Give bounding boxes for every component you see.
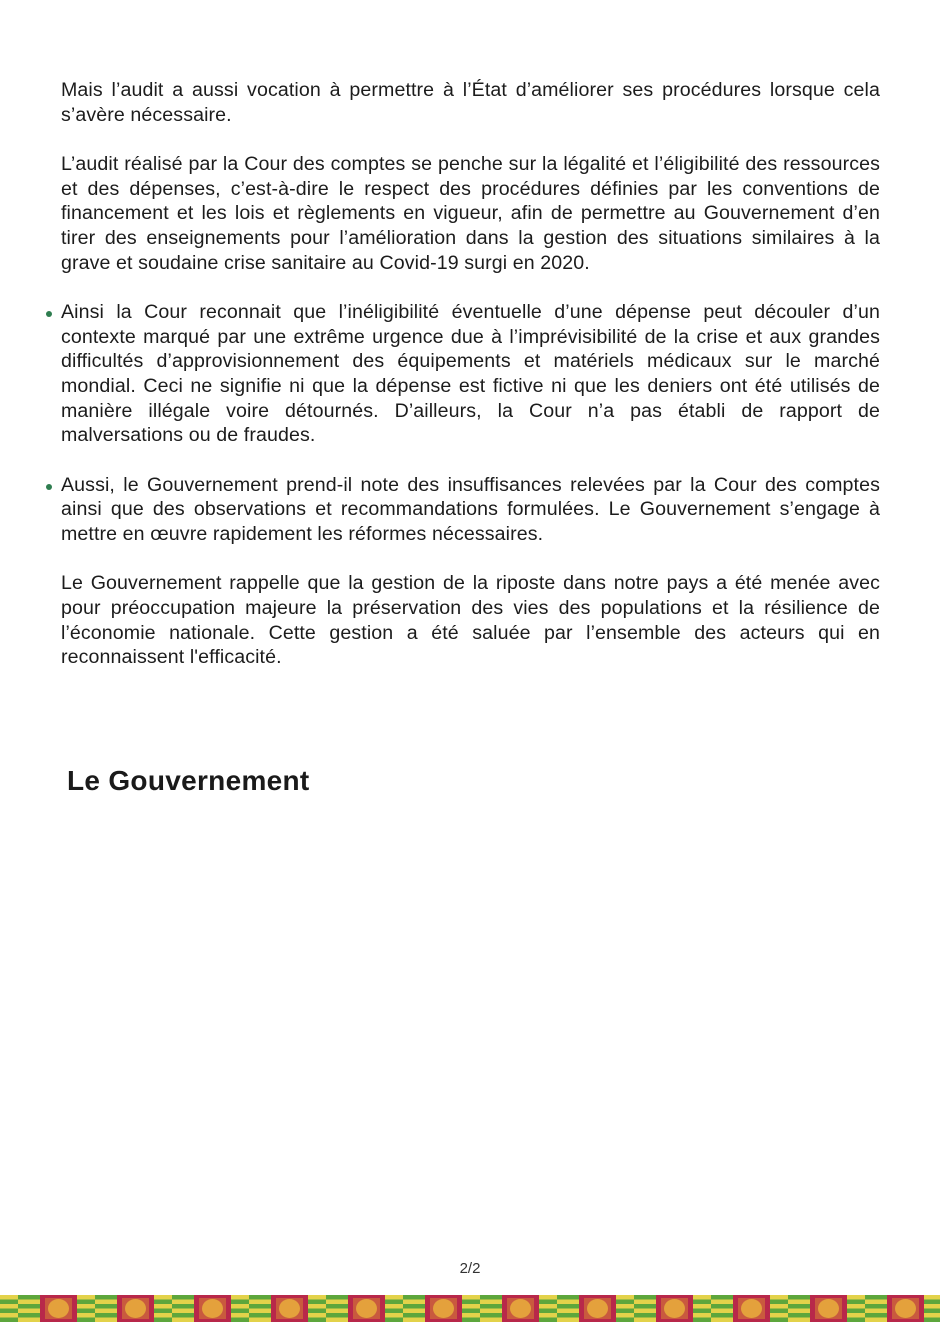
kente-stripes <box>462 1295 502 1322</box>
paragraph-riposte: Le Gouvernement rappelle que la gestion de la riposte dans notre pays a été menée avec pour préoccupation majeure la préservation des vies des populations et la résilience de l’économie nationale. Cette gestion a été saluée par l’ensemble des acteurs qui en reconnaissent l'efficacité. <box>61 572 880 669</box>
sun-motif-icon <box>425 1295 462 1322</box>
sun-circle <box>279 1299 300 1318</box>
band-motif <box>0 1295 77 1322</box>
sun-motif-icon <box>656 1295 693 1322</box>
bullet-text: Ainsi la Cour reconnait que l’inéligibilité éventuelle d’une dépense peut découler d’un contexte marqué par une extrême urgence due à l’imprévisibilité de la crise et aux grandes difficultés d’approvisionnement des équipements et matériels médicaux sur le marché mondial. Ceci ne signifie ni que la dépense est fictive ni que les deniers ont été utilisés de manière illégale voire détournés. D’ailleurs, la Cour n’a pas établi de rapport de malversations ou de fraudes. <box>61 300 880 447</box>
kente-stripes <box>770 1295 810 1322</box>
band-motif <box>77 1295 154 1322</box>
band-motif <box>924 1295 940 1322</box>
band-motif <box>462 1295 539 1322</box>
kente-stripes <box>0 1295 40 1322</box>
kente-stripes <box>308 1295 348 1322</box>
kente-stripes <box>693 1295 733 1322</box>
band-motif <box>693 1295 770 1322</box>
bullet-dot-icon <box>46 311 52 317</box>
kente-stripes <box>539 1295 579 1322</box>
paragraph-audit-scope: L’audit réalisé par la Cour des comptes se penche sur la légalité et l’éligibilité des ressources et des dépenses, c’est-à-dire le respect des procédures définies par les conventions de financement et les lois et règlements en vigueur, afin de permettre au Gouvernement d’en tirer des enseignements pour l’amélioration dans la gestion des situations similaires à la grave et soudaine crise sanitaire au Covid-19 surgi en 2020. <box>61 152 880 274</box>
sun-circle <box>741 1299 762 1318</box>
sun-circle <box>202 1299 223 1318</box>
band-motif <box>616 1295 693 1322</box>
sun-circle <box>356 1299 377 1318</box>
band-motif <box>847 1295 924 1322</box>
kente-stripes <box>924 1295 940 1322</box>
band-motif <box>539 1295 616 1322</box>
band-motif <box>770 1295 847 1322</box>
page-number: 2/2 <box>459 1260 481 1277</box>
kente-stripes <box>616 1295 656 1322</box>
kente-stripes <box>154 1295 194 1322</box>
sun-motif-icon <box>579 1295 616 1322</box>
sun-motif-icon <box>117 1295 154 1322</box>
sun-circle <box>895 1299 916 1318</box>
kente-stripes <box>77 1295 117 1322</box>
sun-circle <box>818 1299 839 1318</box>
sun-circle <box>125 1299 146 1318</box>
sun-motif-icon <box>887 1295 924 1322</box>
sun-motif-icon <box>502 1295 539 1322</box>
paragraph-audit-purpose: Mais l’audit a aussi vocation à permettre à l’État d’améliorer ses procédures lorsque cela s’avère nécessaire. <box>61 79 880 126</box>
kente-stripes <box>385 1295 425 1322</box>
kente-stripes <box>847 1295 887 1322</box>
sun-circle <box>587 1299 608 1318</box>
sun-motif-icon <box>733 1295 770 1322</box>
sun-circle <box>433 1299 454 1318</box>
sun-circle <box>510 1299 531 1318</box>
sun-motif-icon <box>348 1295 385 1322</box>
sun-motif-icon <box>810 1295 847 1322</box>
bullet-text: Aussi, le Gouvernement prend-il note des insuffisances relevées par la Cour des comptes ainsi que des observations et recommandations formulées. Le Gouvernement s’engage à mettre en œuvre rapidement les réformes nécessaires. <box>61 473 880 546</box>
signature: Le Gouvernement <box>67 765 310 796</box>
band-motif <box>231 1295 308 1322</box>
band-motif <box>308 1295 385 1322</box>
sun-motif-icon <box>40 1295 77 1322</box>
bullet-item-ineligibility <box>61 300 880 448</box>
band-motif <box>154 1295 231 1322</box>
document-body <box>61 78 880 695</box>
bullet-item-reforms <box>61 473 880 547</box>
bullet-dot-icon <box>46 484 52 490</box>
sun-circle <box>664 1299 685 1318</box>
kente-stripes <box>231 1295 271 1322</box>
band-motif <box>385 1295 462 1322</box>
sun-motif-icon <box>194 1295 231 1322</box>
sun-circle <box>48 1299 69 1318</box>
sun-motif-icon <box>271 1295 308 1322</box>
decorative-footer-band <box>0 1295 940 1322</box>
